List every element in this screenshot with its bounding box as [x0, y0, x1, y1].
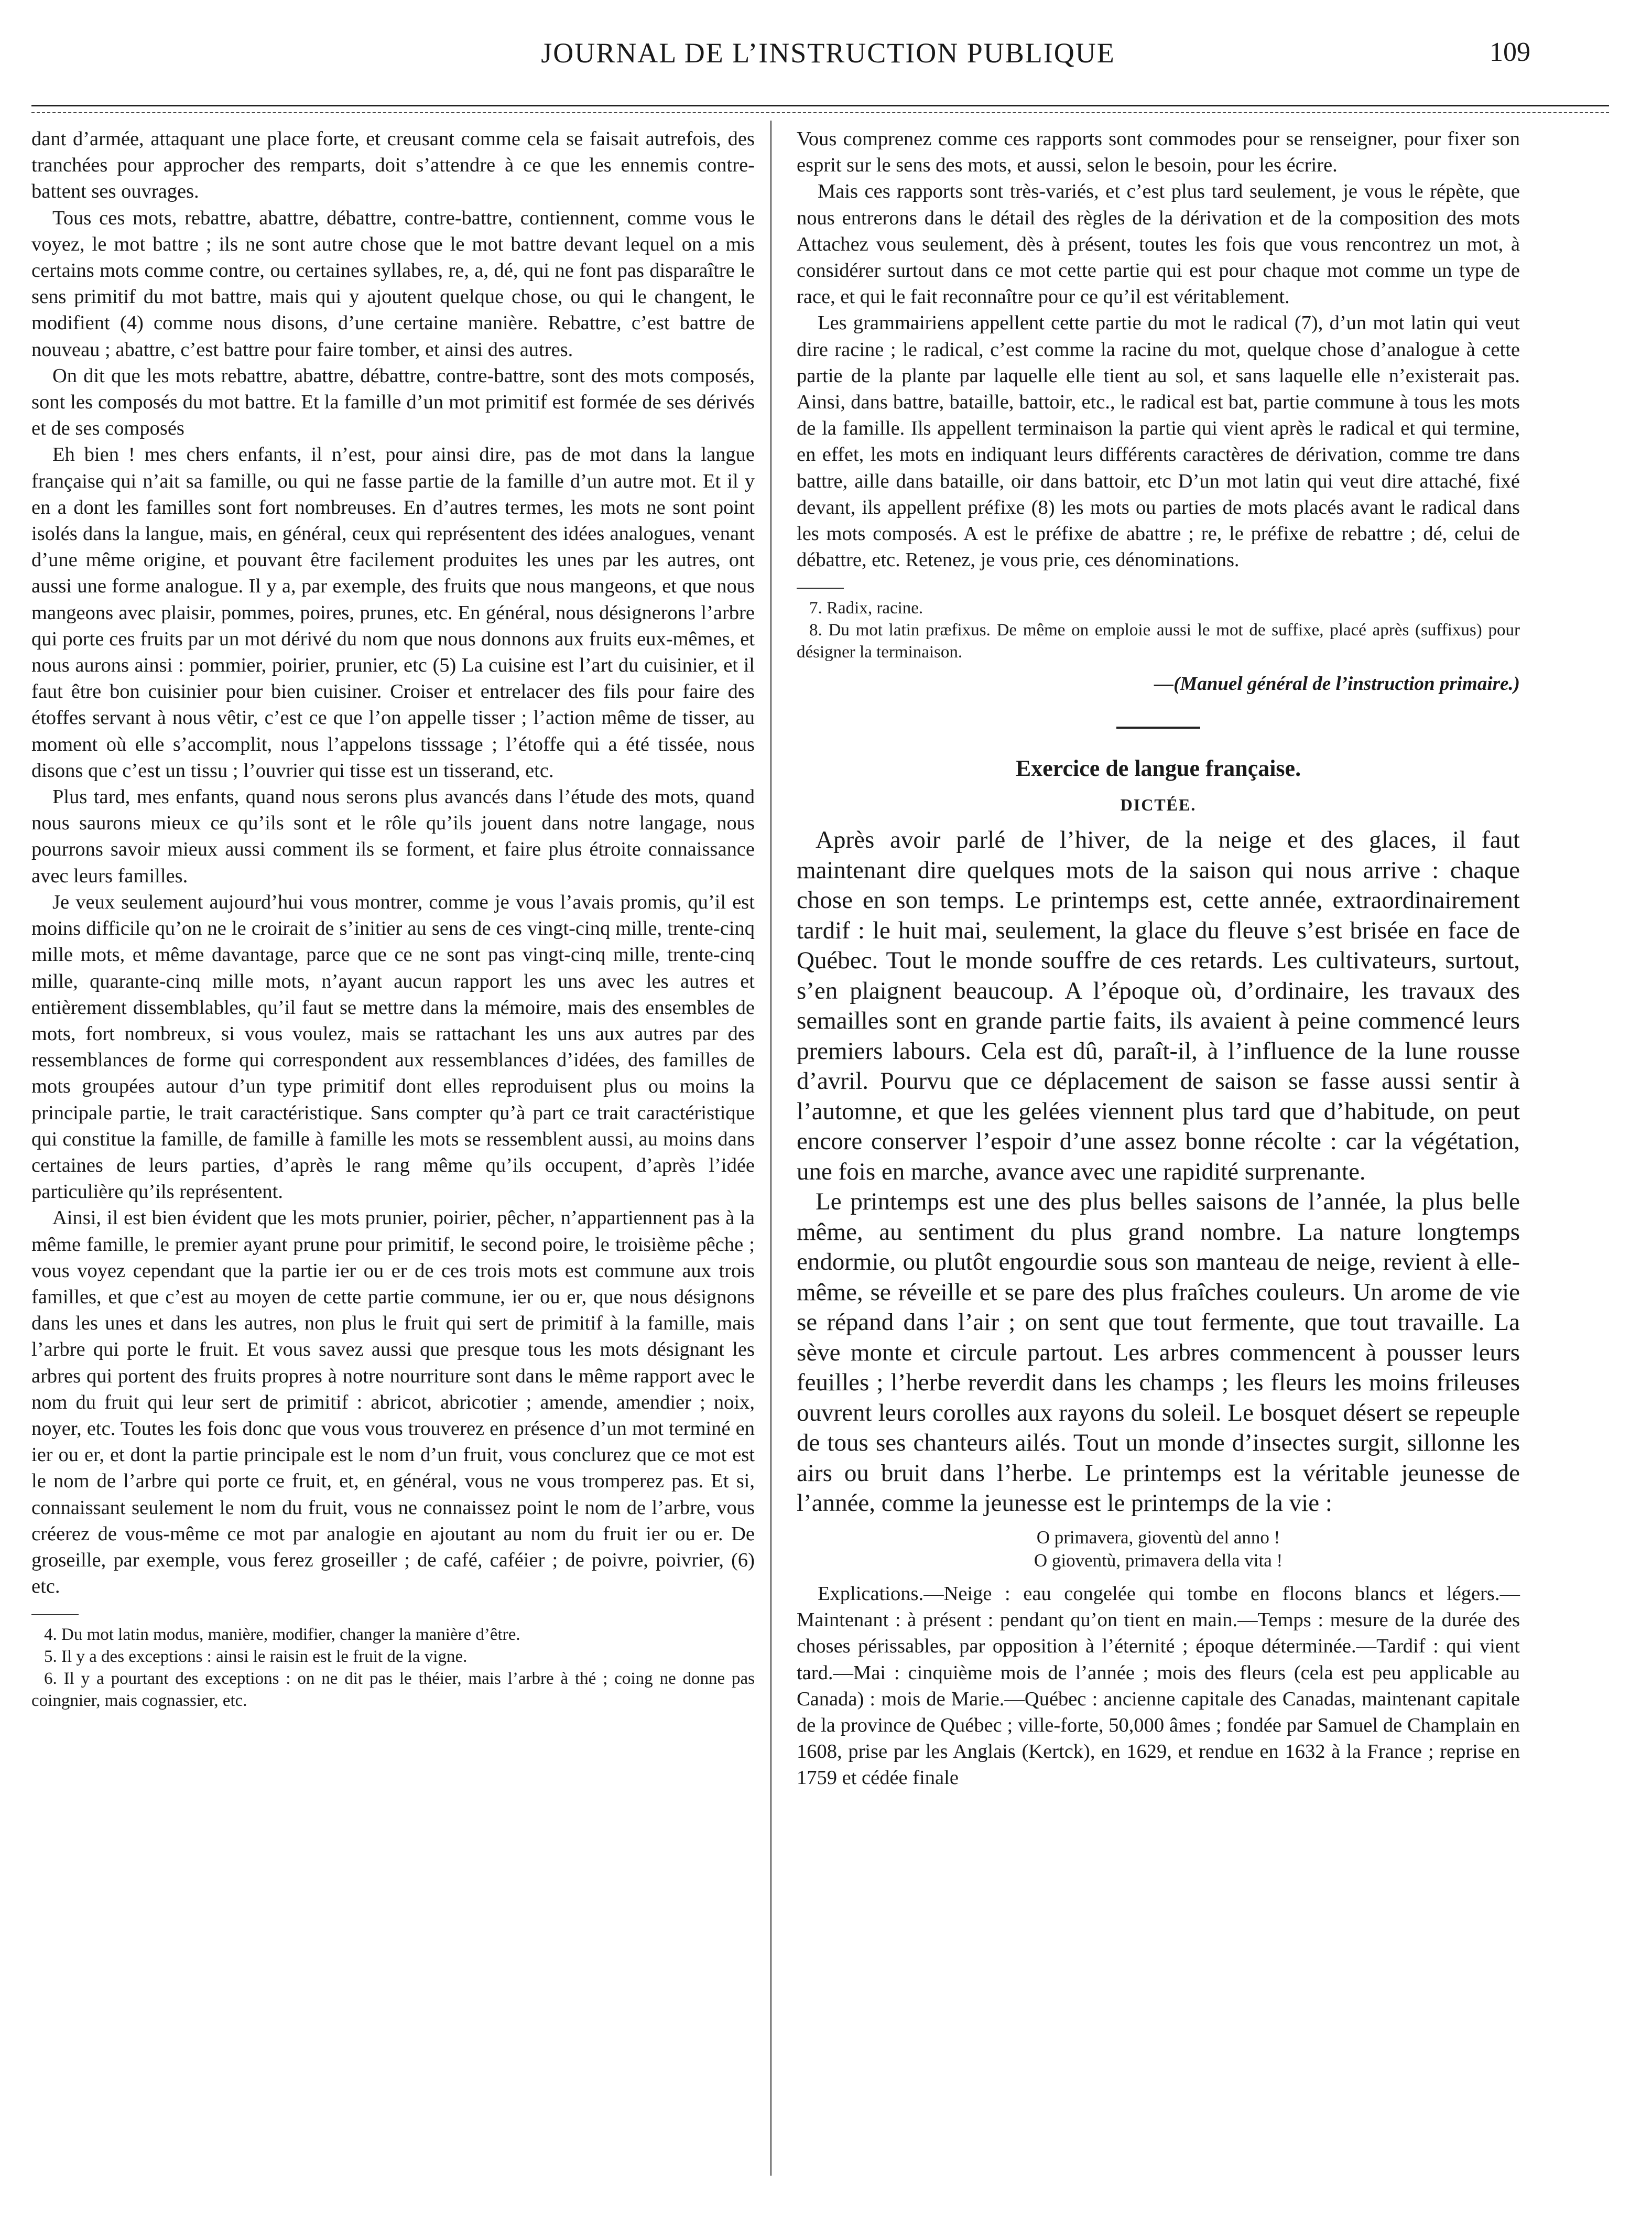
footnote: 7. Radix, racine. [809, 599, 923, 618]
paragraph: Je veux seulement aujourd’hui vous montrer, comme je vous l’avais promis, qu’il est moins difficile qu’on ne le croirait de s’initier au sens de ces vingt-cinq mille, trente-cinq mille mots, et même davantage, parce que ce ne sont pas vingt-cinq mille, trente-cinq mille, quarante-cinq mille mots, n’ayant aucun rapport les uns avec les autres et entièrement dissemblables, qu’il faut se mettre dans la mémoire, mais des ensembles de mots, fort nombreux, si vous voulez, mais se rattachant les uns aux autres par des ressemblances de forme qui correspondent aux ressemblances d’idées, des familles de mots groupées autour d’un type primitif dont elles reproduisent plus ou moins la principale partie, le trait caractéristique. Sans compter qu’à part ce trait caractéristique qui constitue la famille, de famille à famille les mots se ressemblent aussi, au moins dans certaines de leurs parties, d’après le rang même qu’ils occupent, d’après l’idée particulière qu’ils représentent. [31, 891, 755, 1203]
paragraph: dant d’armée, attaquant une place forte, et creusant comme cela se faisait autrefois, des tranchées pour approcher des remparts, doit s’attendre à ce que les ennemis contre-battent ses ouvrages. [31, 128, 755, 203]
header-rule [31, 105, 1609, 106]
footnote: 5. Il y a des exceptions : ainsi le raisin est le fruit de la vigne. [44, 1647, 468, 1667]
exercise-subtitle: DICTÉE. [1120, 795, 1197, 815]
paragraph: Vous comprenez comme ces rapports sont commodes pour se renseigner, pour fixer son esprit sur le sens des mots, et aussi, selon le besoin, pour les écrire. [797, 128, 1520, 177]
footnotes-rule [797, 588, 844, 589]
paragraph: Ainsi, il est bien évident que les mots prunier, poirier, pêcher, n’appartiennent pas à la même famille, le premier ayant prune pour primitif, le second poire, le troisième pêche ; vous voyez cependant que la partie ier ou er de ces trois mots est commune aux trois familles, et que c’est au moyen de cette partie commune, ier ou er, que nous désignons dans les unes et dans les autres, non plus le fruit qui sert de primitif à la famille, mais l’arbre qui porte le fruit. Et vous savez aussi que presque tous les mots désignant les arbres qui portent des fruits propres à notre nourriture sont dans le même rapport avec le nom du fruit qui leur sert de primitif : abricot, abricotier ; amende, amendier ; noix, noyer, etc. Toutes les fois donc que vous vous trouverez en présence d’un mot terminé en ier ou er, et dont la partie principale est le nom d’un fruit, vous conclurez que ce mot est le nom de l’arbre qui porte ce fruit, et, en général, vous ne vous tromperez pas. Et si, connaissant seulement le nom du fruit, vous ne connaissez point le nom de l’arbre, vous créerez de vous-même ce mot par analogie en ajoutant au nom du fruit ier ou er. De groseille, par exemple, vous ferez groseiller ; de café, caféier ; de poivre, poivrier, (6) etc. [31, 1207, 755, 1598]
footnote: 8. Du mot latin præfixus. De même on emploie aussi le mot de suffixe, placé après (suffixus) pour désigner la terminaison. [797, 621, 1520, 662]
section-separator [1116, 727, 1200, 729]
footnote: 4. Du mot latin modus, manière, modifier, changer la manière d’être. [44, 1625, 520, 1645]
left-column [31, 126, 755, 1712]
page-header [31, 37, 1625, 84]
source-attribution: —(Manuel général de l’instruction primaire.) [1154, 673, 1520, 695]
paragraph: Plus tard, mes enfants, quand nous serons plus avancés dans l’étude des mots, quand nous saurons mieux ce qu’ils sont et le rôle qu’ils jouent dans notre langage, nous pourrons savoir mieux aussi comment ils se forment, et faire plus étroite connaissance avec leurs familles. [31, 786, 755, 887]
page-number: 109 [1490, 37, 1530, 67]
right-column [797, 126, 1520, 1791]
paragraph: Eh bien ! mes chers enfants, il n’est, pour ainsi dire, pas de mot dans la langue française qui n’ait sa famille, ou qui ne fasse partie de la famille d’un autre mot. Et il y en a dont les familles sont fort nombreuses. En d’autres termes, les mots ne sont point isolés dans la langue, mais, en général, ceux qui représentent des idées analogues, venant d’une même origine, et pouvant être facilement produites les unes par les autres, ont aussi une forme analogue. Il y a, par exemple, des fruits que nous mangeons, et que nous mangeons avec plaisir, pommes, poires, prunes, etc. En général, nous désignerons l’arbre qui porte ces fruits par un mot dérivé du nom que nous donnons aux fruits eux-mêmes, et nous aurons ainsi : pommier, poirier, prunier, etc (5) La cuisine est l’art du cuisinier, et il faut être bon cuisinier pour bien cuisiner. Croiser et entrelacer des fils pour faire des étoffes servant à nous vêtir, c’est ce que l’on appelle tisser ; l’action même de tisser, au moment où elle s’accomplit, nous l’appelons tisssage ; l’étoffe qui a été tissée, nous disons que c’est un tissu ; l’ouvrier qui tisse est un tisserand, etc. [31, 444, 755, 782]
footnotes-rule [31, 1614, 79, 1615]
paragraph: Les grammairiens appellent cette partie du mot le radical (7), d’un mot latin qui veut dire racine ; le radical, c’est comme la racine du mot, quelque chose d’analogue à cette partie de la plante par laquelle elle tient au sol, et sans laquelle elle n’existerait pas. Ainsi, dans battre, bataille, battoir, etc., le radical est bat, partie commune à tous les mots de la famille. Ils appellent terminaison la partie qui vient après le radical et qui termine, en effet, les mots en indiquant leurs différents caractères de dérivation, comme tre dans battre, aille dans bataille, oir dans battoir, etc D’un mot latin qui veut dire attaché, fixé devant, ils appellent préfixe (8) les mots ou parties de mots placés avant le radical dans les mots composés. A est le préfixe de abattre ; re, le préfixe de rebattre ; dé, celui de débattre, etc. Retenez, je vous prie, ces dénominations. [797, 312, 1520, 571]
header-rule-dashed [31, 112, 1609, 113]
dictee-paragraph: Le printemps est une des plus belles saisons de l’année, la plus belle même, au sentiment du plus grand nombre. La nature longtemps endormie, ou plutôt engourdie sous son manteau de neige, revient à elle-même, se réveille et se pare des plus fraîches couleurs. Un arome de vie se répand dans l’air ; on sent que tout fermente, que tout travaille. La sève monte et circule partout. Les arbres commencent à pousser leurs feuilles ; l’herbe reverdit dans les champs ; les fleurs les moins frileuses ouvrent leurs corolles aux rayons du soleil. Le bosquet désert se repeuple de tous ses chanteurs ailés. Tout un monde d’insectes surgit, sillonne les airs ou bruit dans l’herbe. Le printemps est la véritable jeunesse de l’année, comme la jeunesse est le printemps de la vie : [797, 1188, 1520, 1517]
dictee-paragraph: Après avoir parlé de l’hiver, de la neige et des glaces, il faut maintenant dire quelques mots de la saison qui nous arrive : chaque chose en son temps. Le printemps est, cette année, extraordinairement tardif : le huit mai, seulement, la glace du fleuve s’est brisée en face de Québec. Tout le monde souffre de ces retards. Les cultivateurs, surtout, s’en plaignent beaucoup. A l’époque où, d’ordinaire, les travaux des semailles sont en grande partie faits, ils avaient à peine commencé leurs premiers labours. Cela est dû, paraît-il, à l’influence de la lune rousse d’avril. Pourvu que ce déplacement de saison se fasse aussi sentir à l’automne, et que les gelées viennent plus tard que d’habitude, on peut encore conserver l’espoir d’une assez bonne récolte : car la végétation, une fois en marche, avance avec une rapidité surprenante. [797, 826, 1520, 1185]
verse-line: O primavera, gioventù del anno ! [1036, 1527, 1280, 1548]
paragraph: Tous ces mots, rebattre, abattre, débattre, contre-battre, contiennent, comme vous le voyez, le mot battre ; ils ne sont autre chose que le mot battre devant lequel on a mis certains mots comme contre, ou certaines syllabes, re, a, dé, qui ne font pas disparaître le sens primitif du mot battre, mais qui y ajoutent quelque chose, ou qui le changent, le modifient (4) comme nous disons, d’une certaine manière. Rebattre, c’est battre de nouveau ; abattre, c’est battre pour faire tomber, et ainsi des autres. [31, 207, 755, 361]
footnote: 6. Il y a pourtant des exceptions : on ne dit pas le théier, mais l’arbre à thé ; coing ne donne pas coingnier, mais cognassier, etc. [31, 1669, 755, 1711]
verse-line: O gioventù, primavera della vita ! [1034, 1550, 1283, 1571]
paragraph: Mais ces rapports sont très-variés, et c’est plus tard seulement, je vous le répète, que nous entrerons dans le détail des règles de la dérivation et de la composition des mots Attachez vous seulement, dès à présent, toutes les fois que vous rencontrez un mot, à considérer surtout dans ce mot cette partie qui est pour chaque mot comme un type de race, et qui le fait reconnaître pour ce qu’il est véritablement. [797, 180, 1520, 308]
explications: Explications.—Neige : eau congelée qui tombe en flocons blancs et légers.—Maintenant : à présent : pendant qu’on tient en main.—Temps : mesure de la durée des choses périssables, par opposition à l’éternité ; époque déterminée.—Tardif : qui vient tard.—Mai : cinquième mois de l’année ; mois des fleurs (cela est peu applicable au Canada) : mois de Marie.—Québec : ancienne capitale des Canadas, maintenant capitale de la province de Québec ; ville-forte, 50,000 âmes ; fondée par Samuel de Champlain en 1608, prise par les Anglais (Kertck), en 1629, et rendue en 1632 à la France ; reprise en 1759 et cédée finale [797, 1582, 1520, 1789]
paragraph: On dit que les mots rebattre, abattre, débattre, contre-battre, sont des mots composés, sont les composés du mot battre. Et la famille d’un mot primitif est formée de ses dérivés et de ses composés [31, 364, 755, 440]
verse-quotation [797, 1526, 1520, 1572]
running-title: JOURNAL DE L’INSTRUCTION PUBLIQUE [541, 37, 1115, 69]
exercise-title: Exercice de langue française. [1015, 755, 1301, 782]
column-divider [770, 121, 771, 2176]
